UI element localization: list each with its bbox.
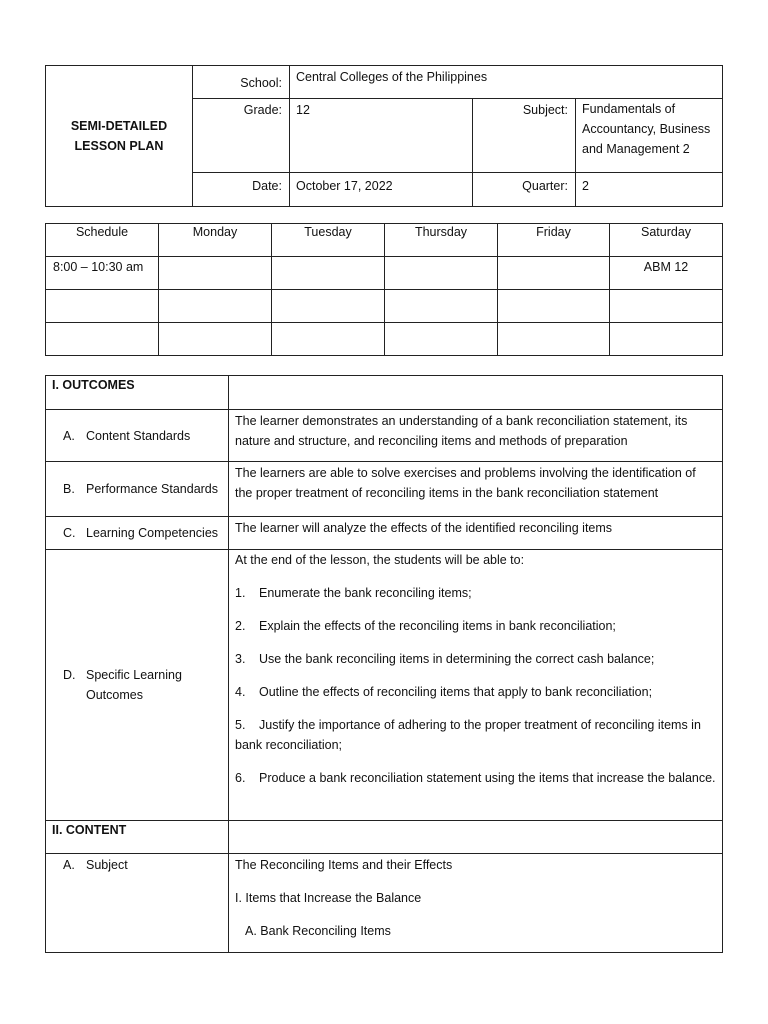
learning-competencies-letter: C. [63,526,76,540]
schedule-table [45,223,723,356]
schedule-cell [159,257,272,290]
outcomes-heading: I. OUTCOMES [46,376,229,410]
subject-row-letter: A. [63,858,75,872]
schedule-header: Thursday [385,224,498,257]
subject-row-text [229,854,723,953]
date-label: Date: [193,173,290,207]
subject-row-text-label: Subject [86,858,128,872]
schedule-header: Friday [498,224,610,257]
content-standards-letter: A. [63,428,75,443]
schedule-cell [498,290,610,323]
schedule-cell [498,323,610,356]
outcome-item: 3. Use the bank reconciling items in determining the correct cash balance; [235,652,655,666]
schedule-cell [272,323,385,356]
schedule-cell [272,290,385,323]
outcome-item: 6. Produce a bank reconciliation statement using the items that increase the balance. [235,771,716,785]
schedule-row [46,257,723,290]
schedule-cell [272,257,385,290]
specific-outcomes-intro: At the end of the lesson, the students will be able to: [235,553,525,567]
document-title [46,66,193,207]
schedule-cell [159,323,272,356]
learning-competencies-text: The learner will analyze the effects of the identified reconciling items [229,517,723,550]
schedule-cell [498,257,610,290]
schedule-cell: 8:00 – 10:30 am [46,257,159,290]
schedule-cell: ABM 12 [610,257,723,290]
subject-value: Fundamentals of Accountancy, Business and Management 2 [576,99,723,173]
schedule-cell [159,290,272,323]
performance-standards-text: The learners are able to solve exercises and problems involving the identification of the proper treatment of reconciling items in the bank reconciliation statement [229,462,723,517]
outcome-item: 1. Enumerate the bank reconciling items; [235,586,472,600]
schedule-cell [610,290,723,323]
grade-label: Grade: [193,99,290,173]
outcomes-heading-blank [229,376,723,410]
performance-standards-text-label: Performance Standards [86,482,219,496]
learning-competencies-text-label: Learning Competencies [86,526,219,540]
subject-line: I. Items that Increase the Balance [235,891,422,905]
school-value: Central Colleges of the Philippines [290,66,723,99]
schedule-header: Saturday [610,224,723,257]
schedule-cell [385,290,498,323]
header-table [45,65,723,207]
schedule-cell [385,257,498,290]
subject-line: The Reconciling Items and their Effects [235,858,453,872]
content-standards-label [46,410,229,462]
specific-outcomes-label-line1: Specific Learning [86,668,182,682]
grade-value: 12 [290,99,473,173]
outcome-item: 5. Justify the importance of adhering to the proper treatment of reconciling items in bank reconciliation; [235,718,701,752]
specific-outcomes-label-line2: Outcomes [86,688,143,702]
content-standards-text-label: Content Standards [86,428,191,443]
lesson-table [45,375,723,953]
schedule-header: Schedule [46,224,159,257]
schedule-cell [610,323,723,356]
content-heading-blank [229,821,723,854]
subject-line: A. Bank Reconciling Items [245,924,391,938]
quarter-value: 2 [576,173,723,207]
document-title-line1: SEMI-DETAILED [70,119,168,133]
date-value: October 17, 2022 [290,173,473,207]
specific-outcomes-letter: D. [63,668,76,682]
content-heading: II. CONTENT [46,821,229,854]
schedule-cell [385,323,498,356]
schedule-row [46,323,723,356]
performance-standards-label [46,462,229,517]
quarter-label: Quarter: [473,173,576,207]
schedule-cell [46,323,159,356]
school-label: School: [193,66,290,99]
schedule-header: Monday [159,224,272,257]
schedule-row [46,290,723,323]
subject-row-label [46,854,229,953]
outcome-item: 2. Explain the effects of the reconciling items in bank reconciliation; [235,619,616,633]
content-standards-text: The learner demonstrates an understanding of a bank reconciliation statement, its nature and structure, and reconciling items and methods of preparation [229,410,723,462]
schedule-cell [46,290,159,323]
performance-standards-letter: B. [63,482,75,496]
subject-label: Subject: [473,99,576,173]
document-title-line2: LESSON PLAN [74,139,164,153]
specific-outcomes-label [46,550,229,821]
learning-competencies-label [46,517,229,550]
schedule-header: Tuesday [272,224,385,257]
outcome-item: 4. Outline the effects of reconciling items that apply to bank reconciliation; [235,685,653,699]
specific-outcomes-text [229,550,723,821]
